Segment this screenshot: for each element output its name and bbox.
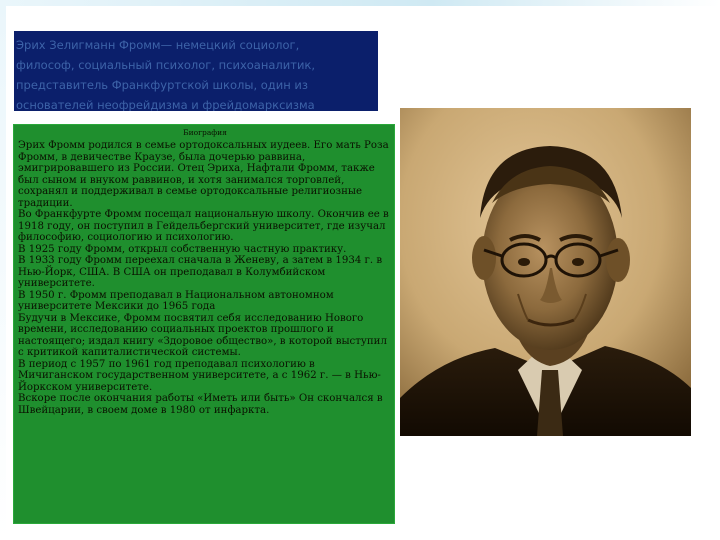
biography-paragraph: В 1933 году Фромм переехал сначала в Женеву, а затем в 1934 г. в Нью-Йорк, США. В США он преподавал в Колумбийском университете. [18,255,383,289]
title-box [14,31,378,111]
biography-paragraph: Будучи в Мексике, Фромм посвятил себя исследованию Нового времени, исследованию социальных проектов прошлого и настоящего; издал книгу «Здоровое общество», в которой выступил с критикой капиталистической системы. [18,312,387,358]
biography-paragraph: Эрих Фромм родился в семье ортодоксальных иудеев. Его мать Роза Фромм, в девичестве Краузе, была дочерью раввина, эмигрировавшего из России. Отец Эриха, Нафтали Фромм, также был сыном и внуком раввинов, и хотя занимался торговлей, сохранял и поддерживал в семье ортодоксальные религиозные традиции. [18,140,389,209]
title-line: представитель Франкфуртской школы, один из [16,78,308,92]
slide-accent-top [0,0,720,6]
title-line: Эрих Зелигманн Фромм— немецкий социолог, [16,38,300,52]
title-line: философ, социальный психолог, психоаналитик, [16,58,316,72]
biography-paragraph: Вскоре после окончания работы «Иметь или быть» Он скончался в Швейцарии, в своем доме в 1980 от инфаркта. [18,393,383,416]
biography-box [13,124,395,524]
biography-paragraph: В период с 1957 по 1961 год преподавал психологию в Мичиганском государственном университете, а с 1962 г. — в Нью-Йоркском университете. [18,358,381,393]
biography-paragraph: Во Франкфурте Фромм посещал национальную школу. Окончив ее в 1918 году, он поступил в Гейдельбергский университет, где изучал философию, социологию и психологию. [18,209,389,243]
slide-accent-left [0,0,6,540]
title-line: основателей неофрейдизма и фрейдомарксизма [16,98,315,111]
biography-paragraph: В 1925 году Фромм, открыл собственную частную практику. [18,243,347,255]
portrait-photo [400,108,691,436]
biography-paragraph: В 1950 г. Фромм преподавал в Национальном автономном университете Мексики до 1965 года [18,289,334,312]
biography-caption: Биография [183,128,227,137]
